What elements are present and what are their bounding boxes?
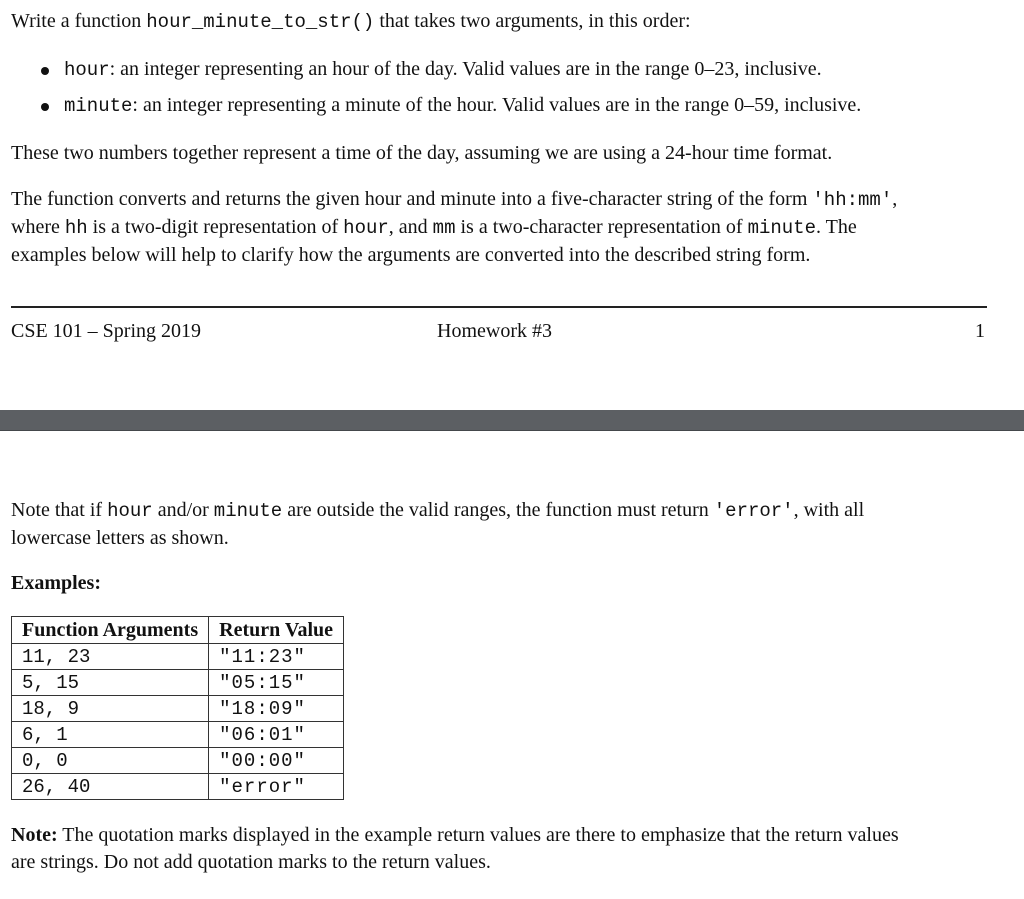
- quotation-note-paragraph: [11, 822, 987, 876]
- table-cell: "18:09": [209, 696, 344, 722]
- intro-text-end: that takes two arguments, in this order:: [374, 10, 691, 32]
- list-item: [11, 56, 987, 92]
- table-row: [12, 670, 344, 696]
- table-cell: "06:01": [209, 722, 344, 748]
- paragraph-line: where hh is a two-digit representation of hour, and mm is a two-character representation of minute. The: [11, 216, 857, 239]
- table-cell: 5, 15: [12, 670, 209, 696]
- table-cell: "05:15": [209, 670, 344, 696]
- argument-name: hour: [64, 59, 110, 81]
- paragraph-line: The function converts and returns the given hour and minute into a five-character string of the form 'hh:mm',: [11, 188, 898, 211]
- table-row: [12, 644, 344, 670]
- table-row: [12, 722, 344, 748]
- column-header: Return Value: [209, 617, 344, 644]
- paragraph-line: examples below will help to clarify how the arguments are converted into the described string form.: [11, 244, 811, 266]
- table-cell: 6, 1: [12, 722, 209, 748]
- paragraph-line: lowercase letters as shown.: [11, 527, 229, 549]
- table-cell: 0, 0: [12, 748, 209, 774]
- argument-description: : an integer representing a minute of the hour. Valid values are in the range 0–59, inclusive.: [132, 94, 862, 116]
- course-label: CSE 101 – Spring 2019: [11, 320, 202, 342]
- argument-description: : an integer representing an hour of the day. Valid values are in the range 0–23, inclusive.: [109, 58, 822, 80]
- examples-table: [11, 616, 344, 800]
- table-cell: "error": [209, 774, 344, 800]
- table-cell: 26, 40: [12, 774, 209, 800]
- table-cell: "11:23": [209, 644, 344, 670]
- bullet-icon: [41, 103, 49, 111]
- table-row: [12, 774, 344, 800]
- time-format-paragraph: These two numbers together represent a time of the day, assuming we are using a 24-hour time format.: [11, 142, 833, 164]
- table-header-row: [12, 617, 344, 644]
- intro-paragraph: [11, 8, 987, 36]
- examples-heading: Examples:: [11, 572, 101, 594]
- paragraph-line: Note: The quotation marks displayed in the example return values are there to emphasize that the return values: [11, 824, 899, 846]
- function-name: hour_minute_to_str(): [146, 11, 375, 33]
- column-header: Function Arguments: [12, 617, 209, 644]
- error-string: 'error': [713, 500, 794, 522]
- argument-list: [11, 56, 987, 128]
- table-cell: 11, 23: [12, 644, 209, 670]
- page-number: 1: [975, 320, 985, 342]
- page-footer: [11, 318, 987, 345]
- page-divider: [0, 410, 1024, 431]
- table-cell: 18, 9: [12, 696, 209, 722]
- argument-name: minute: [64, 95, 133, 117]
- table-cell: "00:00": [209, 748, 344, 774]
- list-item: [11, 92, 987, 128]
- format-string: 'hh:mm': [812, 189, 893, 211]
- bullet-icon: [41, 67, 49, 75]
- assignment-label: Homework #3: [437, 320, 552, 342]
- conversion-paragraph: [11, 186, 987, 269]
- paragraph-line: are strings. Do not add quotation marks to the return values.: [11, 851, 491, 873]
- note-label: Note:: [11, 824, 58, 846]
- footer-rule: [11, 306, 987, 308]
- table-row: [12, 748, 344, 774]
- range-note-paragraph: [11, 497, 987, 552]
- intro-text: Write a function: [11, 10, 147, 32]
- table-row: [12, 696, 344, 722]
- paragraph-line: Note that if hour and/or minute are outside the valid ranges, the function must return 'error', with all: [11, 499, 865, 522]
